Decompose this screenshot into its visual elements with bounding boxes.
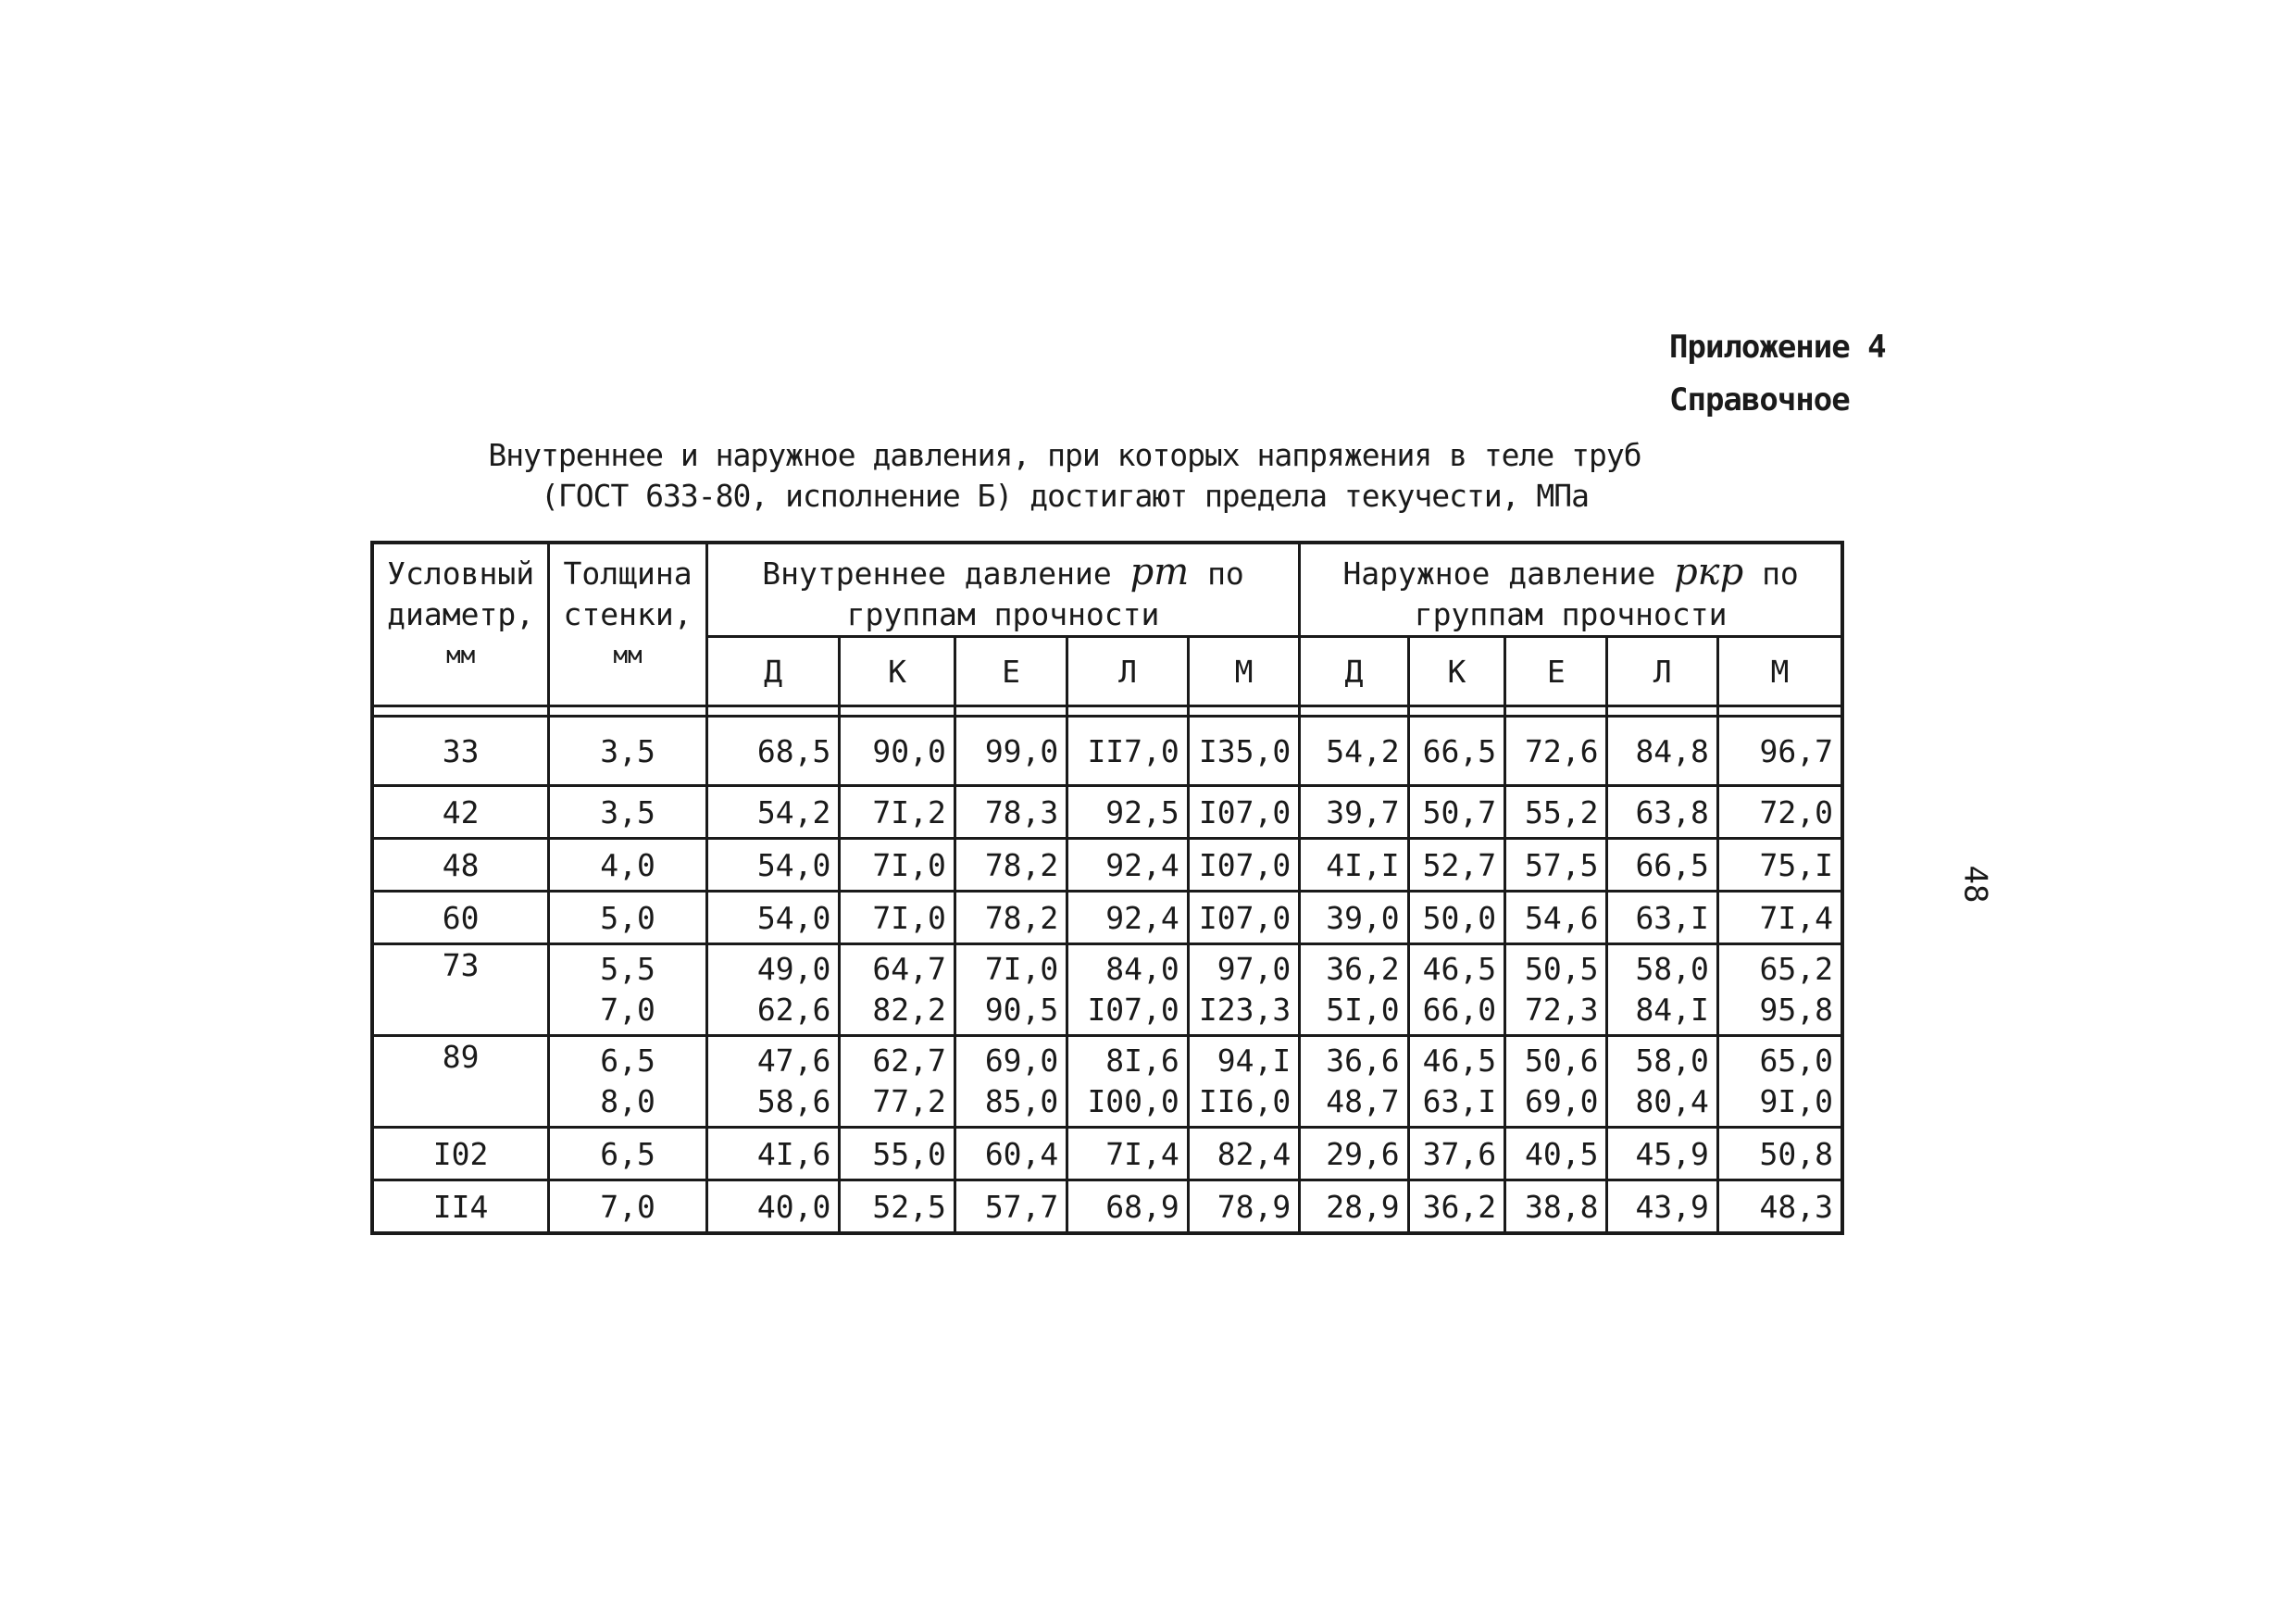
internal-pressure-cell	[840, 944, 955, 1036]
external-pressure-cell	[1300, 1180, 1408, 1234]
internal-pressure-value: 8I,6	[1105, 1042, 1179, 1079]
external-pressure-cell	[1408, 839, 1504, 892]
internal-pressure-cell	[955, 1180, 1067, 1234]
external-pressure-cell	[1408, 786, 1504, 839]
header-thickness	[549, 543, 707, 706]
external-pressure-value: 55,2	[1525, 793, 1599, 830]
internal-pressure-cell	[1188, 892, 1299, 944]
internal-pressure-cell	[840, 1180, 955, 1234]
thickness-value: 5,5	[600, 951, 655, 987]
internal-pressure-value: 7I,2	[872, 793, 946, 830]
external-pressure-suffix: по	[1762, 556, 1799, 592]
internal-grade-4: М	[1188, 637, 1299, 706]
internal-pressure-value: I35,0	[1198, 732, 1292, 769]
internal-pressure-cell	[706, 1036, 840, 1128]
internal-pressure-cell	[1067, 1036, 1188, 1128]
header-external-pressure	[1300, 543, 1842, 637]
thickness-value: 7,0	[600, 992, 655, 1028]
internal-pressure-value: 54,0	[756, 846, 831, 883]
external-pressure-cell	[1300, 1036, 1408, 1128]
external-pressure-value: 72,6	[1525, 732, 1599, 769]
external-pressure-value: 84,I	[1635, 992, 1709, 1028]
external-pressure-value: 95,8	[1759, 992, 1833, 1028]
internal-pressure-value: 78,3	[984, 793, 1059, 830]
external-pressure-value: 39,0	[1326, 899, 1400, 936]
internal-pressure-value: 54,0	[756, 899, 831, 936]
diameter-cell: 42	[372, 786, 549, 839]
header-diameter-line-1: Условный	[387, 556, 535, 592]
thickness-value: 3,5	[600, 793, 655, 830]
internal-pressure-value: 82,4	[1217, 1135, 1292, 1172]
external-pressure-cell	[1505, 839, 1607, 892]
external-pressure-cell	[1300, 1128, 1408, 1180]
external-pressure-value: 4I,I	[1326, 846, 1400, 883]
reference-label: Справочное	[1669, 381, 1850, 418]
external-grade-0: Д	[1300, 637, 1408, 706]
external-pressure-cell	[1607, 1036, 1717, 1128]
internal-pressure-value: 68,9	[1105, 1188, 1179, 1225]
internal-pressure-cell	[1188, 1180, 1299, 1234]
internal-pressure-value: 78,2	[984, 899, 1059, 936]
external-pressure-value: 40,5	[1525, 1135, 1599, 1172]
internal-pressure-value: 97,0	[1217, 951, 1292, 987]
external-pressure-value: 5I,0	[1326, 992, 1400, 1028]
external-grade-4: М	[1717, 637, 1842, 706]
external-pressure-cell	[1300, 839, 1408, 892]
internal-pressure-value: I07,0	[1087, 992, 1179, 1028]
external-pressure-cell	[1408, 1036, 1504, 1128]
internal-pressure-value: 78,2	[984, 846, 1059, 883]
internal-pressure-cell	[706, 717, 840, 786]
external-pressure-cell	[1505, 1128, 1607, 1180]
external-grade-1: К	[1408, 637, 1504, 706]
internal-pressure-cell	[1188, 944, 1299, 1036]
internal-pressure-cell	[706, 786, 840, 839]
internal-pressure-value: I07,0	[1198, 846, 1292, 883]
internal-pressure-value: 90,5	[984, 992, 1059, 1028]
thickness-value: 6,5	[600, 1042, 655, 1079]
external-pressure-cell	[1300, 944, 1408, 1036]
table-title-line-2: (ГОСТ 633-80, исполнение Б) достигают предела текучести, МПа	[540, 478, 1590, 514]
external-pressure-value: 58,0	[1635, 951, 1709, 987]
internal-pressure-value: 68,5	[756, 732, 831, 769]
external-pressure-cell	[1505, 1180, 1607, 1234]
internal-pressure-cell	[840, 892, 955, 944]
internal-pressure-value: I00,0	[1087, 1083, 1179, 1119]
internal-pressure-value: 62,6	[756, 992, 831, 1028]
external-pressure-label: Наружное давление	[1342, 556, 1656, 592]
external-pressure-cell	[1717, 839, 1842, 892]
internal-pressure-cell	[706, 944, 840, 1036]
internal-pressure-cell	[706, 1180, 840, 1234]
external-pressure-value: 63,8	[1635, 793, 1709, 830]
external-pressure-cell	[1607, 1180, 1717, 1234]
thickness-value: 6,5	[600, 1135, 655, 1172]
thickness-cell	[549, 1128, 707, 1180]
internal-pressure-cell	[1188, 1128, 1299, 1180]
diameter-cell: 89	[372, 1036, 549, 1128]
internal-pressure-value: 92,4	[1105, 899, 1179, 936]
internal-pressure-cell	[955, 717, 1067, 786]
external-pressure-value: 66,0	[1422, 992, 1497, 1028]
header-diameter-line-3: мм	[445, 642, 476, 669]
external-pressure-value: 66,5	[1422, 732, 1497, 769]
internal-pressure-cell	[840, 717, 955, 786]
internal-pressure-value: 99,0	[984, 732, 1059, 769]
internal-pressure-value: 78,9	[1217, 1188, 1292, 1225]
external-pressure-cell	[1505, 892, 1607, 944]
external-pressure-line-2: группам прочности	[1414, 596, 1728, 632]
internal-pressure-cell	[955, 1036, 1067, 1128]
internal-pressure-value: 92,4	[1105, 846, 1179, 883]
external-pressure-value: 46,5	[1422, 951, 1497, 987]
diameter-cell: 73	[372, 944, 549, 1036]
appendix-label: Приложение 4	[1669, 329, 1886, 366]
internal-pressure-value: 7I,0	[872, 846, 946, 883]
diameter-cell: I02	[372, 1128, 549, 1180]
internal-pressure-cell	[955, 1128, 1067, 1180]
header-diameter	[372, 543, 549, 706]
external-pressure-value: 57,5	[1525, 846, 1599, 883]
external-pressure-value: 28,9	[1326, 1188, 1400, 1225]
external-pressure-value: 36,2	[1422, 1188, 1497, 1225]
external-pressure-value: 84,8	[1635, 732, 1709, 769]
external-pressure-value: 50,8	[1759, 1135, 1833, 1172]
external-pressure-value: 7I,4	[1759, 899, 1833, 936]
external-pressure-cell	[1607, 786, 1717, 839]
thickness-value: 7,0	[600, 1188, 655, 1225]
external-pressure-value: 36,2	[1326, 951, 1400, 987]
external-pressure-cell	[1408, 1128, 1504, 1180]
internal-pressure-cell	[1188, 717, 1299, 786]
internal-pressure-symbol: pт	[1129, 551, 1190, 593]
external-pressure-symbol: pкр	[1674, 551, 1744, 593]
internal-pressure-cell	[1067, 1128, 1188, 1180]
internal-pressure-value: 7I,0	[984, 951, 1059, 987]
external-pressure-cell	[1717, 717, 1842, 786]
external-pressure-value: 36,6	[1326, 1042, 1400, 1079]
internal-pressure-value: 52,5	[872, 1188, 946, 1225]
pressure-table	[370, 541, 1844, 1235]
internal-pressure-cell	[706, 839, 840, 892]
table-title-line-1: Внутреннее и наружное давления, при которых напряжения в теле труб	[488, 437, 1641, 473]
external-pressure-value: 50,6	[1525, 1042, 1599, 1079]
thickness-value: 5,0	[600, 899, 655, 936]
internal-pressure-value: 85,0	[984, 1083, 1059, 1119]
external-pressure-cell	[1607, 892, 1717, 944]
external-pressure-cell	[1717, 786, 1842, 839]
internal-pressure-value: 62,7	[872, 1042, 946, 1079]
external-pressure-cell	[1408, 717, 1504, 786]
header-thickness-line-2: стенки,	[563, 596, 693, 632]
header-thickness-line-3: мм	[613, 642, 643, 669]
thickness-cell	[549, 1180, 707, 1234]
external-pressure-value: 38,8	[1525, 1188, 1599, 1225]
external-pressure-value: 50,0	[1422, 899, 1497, 936]
table-row	[372, 786, 1842, 839]
internal-pressure-value: 92,5	[1105, 793, 1179, 830]
internal-pressure-cell	[840, 839, 955, 892]
internal-pressure-value: 54,2	[756, 793, 831, 830]
external-pressure-cell	[1607, 944, 1717, 1036]
diameter-cell: II4	[372, 1180, 549, 1234]
internal-pressure-value: 58,6	[756, 1083, 831, 1119]
external-pressure-value: 75,I	[1759, 846, 1833, 883]
internal-pressure-value: 94,I	[1217, 1042, 1292, 1079]
internal-pressure-value: 55,0	[872, 1135, 946, 1172]
internal-pressure-value: 60,4	[984, 1135, 1059, 1172]
internal-pressure-value: II6,0	[1198, 1083, 1292, 1119]
external-pressure-value: 37,6	[1422, 1135, 1497, 1172]
internal-pressure-value: 40,0	[756, 1188, 831, 1225]
diameter-cell: 33	[372, 717, 549, 786]
internal-pressure-value: 4I,6	[756, 1135, 831, 1172]
external-pressure-value: 65,0	[1759, 1042, 1833, 1079]
internal-pressure-label: Внутреннее давление	[762, 556, 1112, 592]
diameter-cell: 60	[372, 892, 549, 944]
header-diameter-line-2: диаметр,	[387, 596, 535, 632]
internal-pressure-value: I07,0	[1198, 793, 1292, 830]
header-spacer-row	[372, 706, 1842, 717]
external-pressure-value: 72,3	[1525, 992, 1599, 1028]
external-pressure-cell	[1408, 944, 1504, 1036]
external-pressure-cell	[1505, 944, 1607, 1036]
external-pressure-value: 66,5	[1635, 846, 1709, 883]
internal-pressure-cell	[1067, 786, 1188, 839]
internal-pressure-cell	[955, 892, 1067, 944]
thickness-cell	[549, 717, 707, 786]
external-pressure-value: 52,7	[1422, 846, 1497, 883]
external-pressure-cell	[1717, 892, 1842, 944]
external-pressure-value: 58,0	[1635, 1042, 1709, 1079]
external-grade-3: Л	[1607, 637, 1717, 706]
thickness-value: 8,0	[600, 1083, 655, 1119]
table-row	[372, 1180, 1842, 1234]
internal-grade-3: Л	[1067, 637, 1188, 706]
internal-pressure-value: II7,0	[1087, 732, 1179, 769]
external-pressure-cell	[1505, 1036, 1607, 1128]
table-row	[372, 1128, 1842, 1180]
external-pressure-value: 72,0	[1759, 793, 1833, 830]
external-pressure-value: 43,9	[1635, 1188, 1709, 1225]
external-pressure-value: 80,4	[1635, 1083, 1709, 1119]
table-row	[372, 892, 1842, 944]
internal-pressure-cell	[1188, 1036, 1299, 1128]
external-pressure-value: 9I,0	[1759, 1083, 1833, 1119]
internal-pressure-cell	[955, 944, 1067, 1036]
external-pressure-cell	[1717, 944, 1842, 1036]
diameter-cell: 48	[372, 839, 549, 892]
header-thickness-line-1: Толщина	[563, 556, 693, 592]
thickness-cell	[549, 839, 707, 892]
internal-grade-1: К	[840, 637, 955, 706]
internal-pressure-cell	[1188, 839, 1299, 892]
internal-pressure-value: I07,0	[1198, 899, 1292, 936]
external-pressure-cell	[1717, 1180, 1842, 1234]
header-internal-pressure	[706, 543, 1299, 637]
internal-pressure-value: 7I,4	[1105, 1135, 1179, 1172]
external-pressure-value: 48,7	[1326, 1083, 1400, 1119]
external-pressure-cell	[1505, 717, 1607, 786]
external-pressure-cell	[1408, 892, 1504, 944]
internal-pressure-cell	[840, 1128, 955, 1180]
internal-pressure-value: 57,7	[984, 1188, 1059, 1225]
external-pressure-value: 45,9	[1635, 1135, 1709, 1172]
table-row	[372, 944, 1842, 1036]
external-pressure-value: 39,7	[1326, 793, 1400, 830]
external-pressure-value: 69,0	[1525, 1083, 1599, 1119]
internal-pressure-cell	[706, 1128, 840, 1180]
thickness-value: 3,5	[600, 732, 655, 769]
internal-pressure-suffix: по	[1207, 556, 1244, 592]
external-pressure-cell	[1300, 717, 1408, 786]
internal-pressure-cell	[706, 892, 840, 944]
thickness-value: 4,0	[600, 846, 655, 883]
internal-pressure-value: 7I,0	[872, 899, 946, 936]
table-row	[372, 839, 1842, 892]
external-pressure-cell	[1300, 892, 1408, 944]
external-pressure-value: 50,7	[1422, 793, 1497, 830]
table-row	[372, 717, 1842, 786]
internal-pressure-cell	[1067, 944, 1188, 1036]
internal-pressure-value: 49,0	[756, 951, 831, 987]
thickness-cell	[549, 892, 707, 944]
internal-pressure-cell	[1067, 839, 1188, 892]
external-pressure-cell	[1607, 839, 1717, 892]
internal-grade-2: Е	[955, 637, 1067, 706]
thickness-cell	[549, 1036, 707, 1128]
page-number: 48	[1956, 865, 1994, 904]
internal-pressure-cell	[840, 1036, 955, 1128]
internal-pressure-value: 77,2	[872, 1083, 946, 1119]
internal-pressure-cell	[1067, 892, 1188, 944]
external-pressure-cell	[1607, 717, 1717, 786]
external-pressure-cell	[1300, 786, 1408, 839]
external-pressure-value: 96,7	[1759, 732, 1833, 769]
external-pressure-cell	[1408, 1180, 1504, 1234]
internal-pressure-cell	[955, 839, 1067, 892]
external-pressure-value: 48,3	[1759, 1188, 1833, 1225]
internal-grade-0: Д	[706, 637, 840, 706]
internal-pressure-value: 64,7	[872, 951, 946, 987]
external-grade-2: Е	[1505, 637, 1607, 706]
internal-pressure-value: 84,0	[1105, 951, 1179, 987]
table-row	[372, 1036, 1842, 1128]
external-pressure-cell	[1717, 1036, 1842, 1128]
external-pressure-value: 29,6	[1326, 1135, 1400, 1172]
internal-pressure-cell	[1067, 1180, 1188, 1234]
external-pressure-cell	[1607, 1128, 1717, 1180]
thickness-cell	[549, 944, 707, 1036]
external-pressure-value: 50,5	[1525, 951, 1599, 987]
internal-pressure-cell	[1188, 786, 1299, 839]
internal-pressure-cell	[840, 786, 955, 839]
internal-pressure-value: 90,0	[872, 732, 946, 769]
internal-pressure-value: 47,6	[756, 1042, 831, 1079]
internal-pressure-cell	[955, 786, 1067, 839]
external-pressure-cell	[1717, 1128, 1842, 1180]
external-pressure-value: 63,I	[1635, 899, 1709, 936]
external-pressure-value: 63,I	[1422, 1083, 1497, 1119]
internal-pressure-line-2: группам прочности	[846, 596, 1160, 632]
external-pressure-value: 65,2	[1759, 951, 1833, 987]
external-pressure-value: 54,2	[1326, 732, 1400, 769]
external-pressure-value: 46,5	[1422, 1042, 1497, 1079]
internal-pressure-value: 82,2	[872, 992, 946, 1028]
internal-pressure-value: I23,3	[1198, 992, 1292, 1028]
internal-pressure-cell	[1067, 717, 1188, 786]
internal-pressure-value: 69,0	[984, 1042, 1059, 1079]
thickness-cell	[549, 786, 707, 839]
external-pressure-cell	[1505, 786, 1607, 839]
external-pressure-value: 54,6	[1525, 899, 1599, 936]
